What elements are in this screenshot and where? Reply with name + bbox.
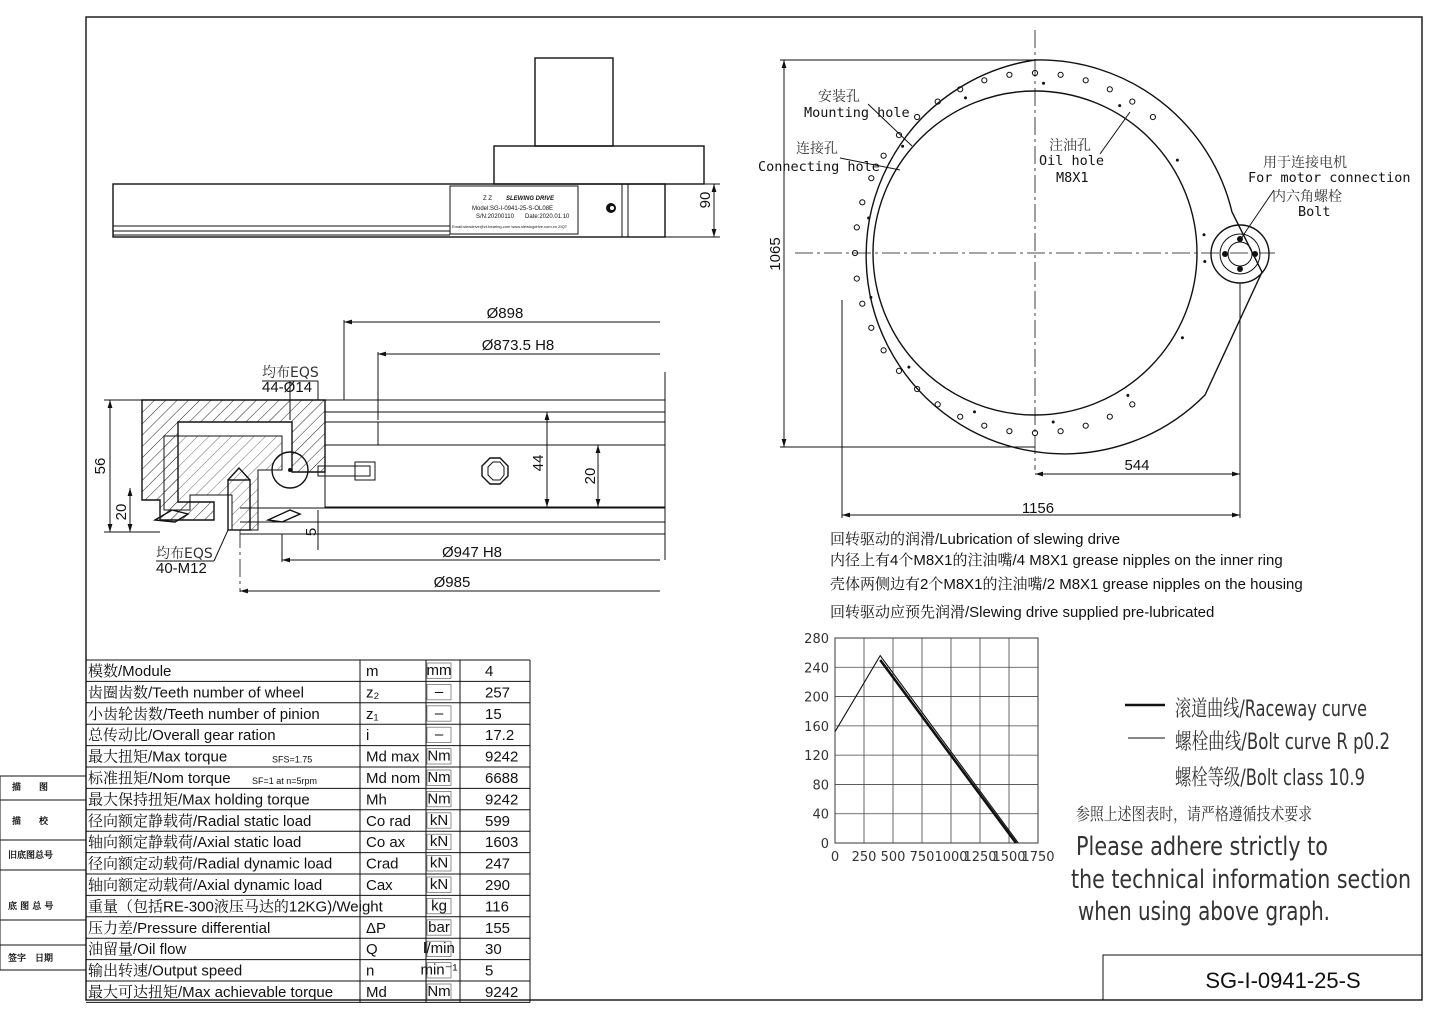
mounting-hole xyxy=(869,325,874,330)
dim-1156: 1156 xyxy=(1021,500,1055,517)
legend-bolt: 螺栓曲线/Bolt curve R p0.2 xyxy=(1175,730,1390,755)
chart-x-tick: 1750 xyxy=(1021,850,1055,865)
spec-symbol: Co rad xyxy=(366,812,412,830)
spec-name: 输出转速/Output speed xyxy=(88,962,243,980)
oil-hole-en: Oil hole xyxy=(1039,153,1105,169)
chart-grid xyxy=(835,638,1038,843)
mounting-hole xyxy=(860,200,865,205)
spec-name: 重量（包括RE-300液压马达的12KG)/Weight xyxy=(88,898,383,916)
chart-y-tick: 0 xyxy=(820,837,829,852)
lube-note-0: 回转驱动的润滑/Lubrication of slewing drive xyxy=(830,531,1121,548)
spec-value: 116 xyxy=(485,898,509,916)
connecting-hole xyxy=(1042,82,1045,85)
spec-unit: Nm xyxy=(427,747,451,765)
chart-x-tick: 500 xyxy=(880,850,906,865)
dim-d873: Ø873.5 H8 xyxy=(481,337,555,354)
chart-x-tick: 750 xyxy=(909,850,935,865)
holes-bottom-label-cn: 均布EQS xyxy=(156,546,213,562)
spec-unit: kN xyxy=(429,854,449,872)
mounting-hole xyxy=(1083,78,1088,83)
spec-row xyxy=(88,748,518,766)
spec-note: SF=1 at n=5rpm xyxy=(252,776,318,786)
side-row-1: 描 校 xyxy=(12,817,49,827)
spec-value: 1603 xyxy=(485,834,519,852)
spec-unit: bar xyxy=(428,918,450,936)
mounting-hole xyxy=(982,78,987,83)
spec-value: 599 xyxy=(485,812,511,830)
spec-value: 9242 xyxy=(485,984,519,1001)
connecting-hole xyxy=(1126,394,1129,397)
connecting-hole xyxy=(869,296,872,299)
mounting-hole xyxy=(1130,99,1135,104)
chart-x-tick: 1000 xyxy=(934,850,968,865)
mounting-hole xyxy=(1107,87,1112,92)
spec-unit: mm xyxy=(426,662,452,679)
lube-note-3: 回转驱动应预先润滑/Slewing drive supplied pre-lubricated xyxy=(830,604,1215,621)
side-row-0: 描 图 xyxy=(12,783,49,793)
connecting-hole xyxy=(1181,336,1184,339)
mounting-hole xyxy=(881,153,886,158)
motor-flange xyxy=(1211,225,1269,283)
chart-x-tick: 0 xyxy=(830,850,840,865)
spec-row xyxy=(88,940,502,958)
spec-symbol: Q xyxy=(366,941,378,959)
mounting-hole xyxy=(1007,72,1012,77)
dim-20-right: 20 xyxy=(582,467,599,485)
dim-d985: Ø985 xyxy=(433,574,471,591)
mounting-hole xyxy=(1058,429,1063,434)
chart-y-tick: 200 xyxy=(804,690,829,706)
spec-symbol: Md nom xyxy=(366,770,421,787)
spec-name: 压力差/Pressure differential xyxy=(88,919,271,937)
spec-unit: Nm xyxy=(427,769,451,786)
spec-symbol: n xyxy=(366,962,375,980)
connecting-hole xyxy=(964,96,967,99)
spec-name: 最大扭矩/Max torque xyxy=(88,748,228,766)
connecting-hole xyxy=(1176,159,1179,162)
dim-d947: Ø947 H8 xyxy=(441,544,503,561)
motor-connection-cn: 用于连接电机 xyxy=(1263,155,1347,171)
spec-symbol: z₂ xyxy=(366,684,380,702)
oil-hole-size: M8X1 xyxy=(1056,170,1089,186)
side-row-4: 签字 日期 xyxy=(8,954,54,964)
bolt-en: Bolt xyxy=(1298,204,1331,220)
spec-symbol: Md max xyxy=(366,748,420,766)
spec-name: 标准扭矩/Nom torque xyxy=(88,770,231,787)
raceway-curve xyxy=(880,660,1016,843)
nameplate-title: SLEWING DRIVE xyxy=(506,196,555,202)
spec-value: 257 xyxy=(485,684,511,702)
connecting-hole-en: Connecting hole xyxy=(758,159,880,175)
spec-row xyxy=(88,833,518,851)
connecting-hole xyxy=(1203,233,1206,236)
dim-20-left: 20 xyxy=(113,503,130,521)
spec-value: 15 xyxy=(485,705,502,723)
spec-row xyxy=(88,919,510,937)
spec-row xyxy=(88,683,510,701)
spec-value: 5 xyxy=(485,962,494,980)
spec-row xyxy=(88,897,509,915)
spec-symbol: Co ax xyxy=(366,834,406,852)
chart-x-tick: 250 xyxy=(851,850,877,865)
side-row-3: 底 图 总 号 xyxy=(8,902,54,912)
chart-y-tick: 240 xyxy=(804,661,829,677)
spec-name: 齿圈齿数/Teeth number of wheel xyxy=(88,684,304,702)
mounting-hole-cn: 安装孔 xyxy=(818,89,860,105)
mounting-hole xyxy=(982,423,987,428)
connecting-hole xyxy=(1052,421,1055,424)
spec-unit: – xyxy=(434,704,444,722)
spec-name: 总传动比/Overall gear ration xyxy=(88,727,276,745)
holes-top-label-cn: 均布EQS xyxy=(262,365,319,381)
drawing-number: SG-I-0941-25-S xyxy=(1205,968,1361,993)
spec-name: 轴向额定动载荷/Axial dynamic load xyxy=(88,877,323,894)
dim-5: 5 xyxy=(303,527,320,537)
dim-44: 44 xyxy=(530,454,547,472)
spec-value: 290 xyxy=(485,877,511,894)
connecting-hole-cn: 连接孔 xyxy=(796,141,838,157)
holes-top-label: 44-Ø14 xyxy=(262,379,313,396)
chart-y-tick: 160 xyxy=(804,719,829,735)
spec-unit: kN xyxy=(429,811,449,829)
spec-unit: min⁻¹ xyxy=(420,961,458,979)
mounting-hole xyxy=(935,402,940,407)
side-row-2: 旧底图总号 xyxy=(8,851,54,861)
dim-1065: 1065 xyxy=(767,237,784,271)
chart-y-tick: 80 xyxy=(812,778,829,794)
chart-series xyxy=(835,656,1018,843)
spec-unit: Nm xyxy=(427,790,451,808)
mounting-hole xyxy=(896,368,901,373)
mounting-hole xyxy=(1130,402,1135,407)
chart-note-en-1: Please adhere strictly to xyxy=(1076,832,1328,862)
spec-table xyxy=(86,660,530,1002)
spec-unit: l/min xyxy=(423,940,455,958)
nameplate-sn: S/N:20200110 xyxy=(476,214,514,220)
spec-row xyxy=(88,705,502,723)
connecting-hole xyxy=(973,410,976,413)
spec-symbol: z₁ xyxy=(366,705,379,723)
spec-row xyxy=(88,769,518,787)
spec-name: 轴向额定静载荷/Axial static load xyxy=(88,834,302,852)
chart-y-tick: 280 xyxy=(804,632,829,647)
spec-row xyxy=(88,962,493,980)
section-view xyxy=(92,305,665,592)
spec-name: 最大保持扭矩/Max holding torque xyxy=(88,791,310,809)
spec-symbol: i xyxy=(366,727,370,745)
side-block xyxy=(0,776,86,970)
spec-name: 油留量/Oil flow xyxy=(88,941,187,959)
bolt-curve xyxy=(835,656,1018,843)
legend-bolt-class: 螺栓等级/Bolt class 10.9 xyxy=(1175,766,1365,791)
spec-symbol: Crad xyxy=(366,855,399,873)
spec-unit: kg xyxy=(431,897,447,915)
holes-bottom-label: 40-M12 xyxy=(156,560,207,577)
motor-connection-en: For motor connection xyxy=(1248,170,1411,186)
spec-value: 30 xyxy=(485,941,502,959)
connecting-hole xyxy=(867,217,870,220)
mounting-hole xyxy=(1083,423,1088,428)
spec-name: 模数/Module xyxy=(88,663,172,680)
mounting-hole xyxy=(1007,429,1012,434)
spec-unit: – xyxy=(434,683,444,701)
spec-row xyxy=(88,812,510,830)
lube-note-1: 内径上有4个M8X1的注油嘴/4 M8X1 grease nipples on the inner ring xyxy=(830,552,1283,569)
connecting-hole xyxy=(907,366,910,369)
chart-y-tick: 120 xyxy=(804,749,829,765)
mounting-hole xyxy=(860,301,865,306)
spec-row xyxy=(88,726,514,744)
chart-note-en-3: when using above graph. xyxy=(1078,897,1330,927)
spec-unit: kN xyxy=(429,876,449,893)
spec-row xyxy=(88,662,493,680)
spec-name: 最大可达扭矩/Max achievable torque xyxy=(88,984,334,1001)
nameplate-model: Model:SG-I-0941-25-S-OL08E xyxy=(472,206,554,212)
chart-frame xyxy=(835,638,1038,843)
mounting-hole xyxy=(1058,72,1063,77)
spec-row xyxy=(88,983,518,1001)
connecting-hole xyxy=(901,145,904,148)
mounting-hole-en: Mounting hole xyxy=(804,105,910,121)
side-view xyxy=(113,58,720,237)
mounting-hole xyxy=(958,414,963,419)
chart-note-en-2: the technical information section xyxy=(1071,865,1411,895)
spec-value: 4 xyxy=(485,663,494,680)
spec-unit: Nm xyxy=(427,983,451,1000)
connecting-hole xyxy=(1118,104,1121,107)
spec-unit: – xyxy=(434,726,444,744)
plan-view xyxy=(758,30,1411,518)
spec-symbol: Mh xyxy=(366,791,387,809)
dim-d898: Ø898 xyxy=(486,305,524,322)
mounting-hole xyxy=(915,114,920,119)
spec-name: 径向额定动载荷/Radial dynamic load xyxy=(88,855,333,873)
spec-symbol: Cax xyxy=(366,877,393,894)
mounting-hole xyxy=(1150,114,1155,119)
spec-value: 6688 xyxy=(485,770,519,787)
chart-note-cn: 参照上述图表时，请严格遵循技术要求 xyxy=(1076,805,1312,825)
spec-name: 小齿轮齿数/Teeth number of pinion xyxy=(88,705,320,723)
oil-hole-cn: 注油孔 xyxy=(1049,138,1091,154)
mounting-hole xyxy=(869,176,874,181)
spec-row xyxy=(88,790,518,808)
spec-symbol: ΔP xyxy=(366,919,387,937)
chart-y-tick: 40 xyxy=(812,807,829,823)
dim-90: 90 xyxy=(697,191,714,209)
dim-56: 56 xyxy=(92,457,109,475)
nameplate-brand: Z Z xyxy=(483,196,492,202)
nameplate-date: Date:2020.01.10 xyxy=(525,214,570,220)
legend-raceway: 滚道曲线/Raceway curve xyxy=(1175,697,1367,722)
chart-x-tick: 1250 xyxy=(963,850,997,865)
spec-row xyxy=(88,855,510,873)
load-chart xyxy=(804,632,1054,865)
spec-name: 径向额定静载荷/Radial static load xyxy=(88,812,312,830)
nameplate-footer: Email:slewdrive@zt-bearing.com www.slewingdrive.com.cn ZIQT xyxy=(452,224,568,229)
bolt-cn: 内六角螺栓 xyxy=(1272,189,1342,205)
mounting-hole xyxy=(1107,414,1112,419)
spec-value: 155 xyxy=(485,919,511,937)
chart-legend xyxy=(1071,697,1411,927)
spec-symbol: m xyxy=(366,663,379,680)
spec-row xyxy=(88,876,510,894)
spec-value: 9242 xyxy=(485,748,519,766)
spec-unit: kN xyxy=(429,833,449,851)
spec-note: SFS=1.75 xyxy=(272,754,313,765)
dim-544: 544 xyxy=(1124,457,1150,474)
mounting-hole xyxy=(854,276,859,281)
mounting-hole xyxy=(881,348,886,353)
lubrication-notes xyxy=(830,531,1303,621)
spec-symbol: Md xyxy=(366,984,387,1001)
lube-note-2: 壳体两侧边有2个M8X1的注油嘴/2 M8X1 grease nipples on the housing xyxy=(830,576,1303,593)
title-block xyxy=(1103,955,1422,1000)
mounting-hole xyxy=(854,225,859,230)
spec-value: 9242 xyxy=(485,791,519,809)
chart-x-tick: 1500 xyxy=(992,850,1026,865)
spec-value: 17.2 xyxy=(485,727,515,745)
connecting-hole xyxy=(1203,260,1206,263)
spec-value: 247 xyxy=(485,855,511,873)
